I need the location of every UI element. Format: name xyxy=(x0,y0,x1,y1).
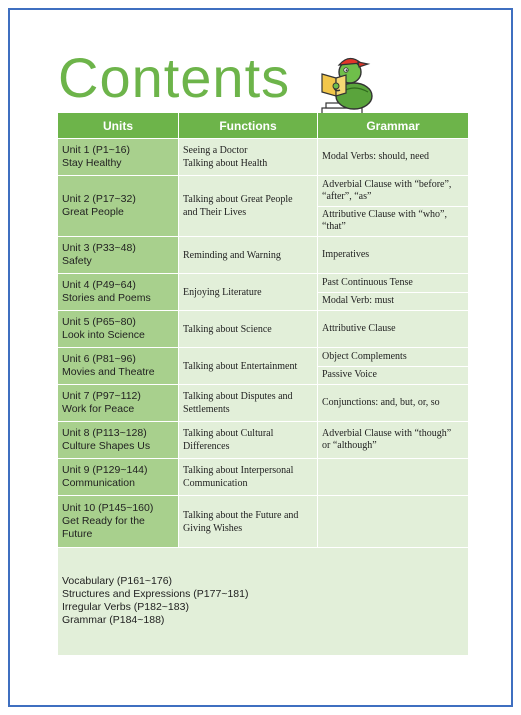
function-cell xyxy=(179,385,318,421)
appendix-item: Irregular Verbs (P182~183) xyxy=(62,601,189,613)
function-cell xyxy=(179,348,318,384)
appendix-item: Vocabulary (P161~176) xyxy=(62,575,173,587)
unit-cell xyxy=(58,274,179,310)
page-title: Contents xyxy=(58,46,291,109)
unit-title: Communication xyxy=(62,477,135,489)
grammar-item: Object Complements xyxy=(322,350,407,362)
function-cell xyxy=(179,274,318,310)
function-line: Differences xyxy=(183,441,230,452)
unit-pages: Unit 10 (P145~160) xyxy=(62,502,154,514)
grammar-cell xyxy=(318,348,468,384)
grammar-item xyxy=(318,459,468,495)
function-line: Talking about the Future and xyxy=(183,509,299,521)
function-line: Giving Wishes xyxy=(183,522,243,534)
grammar-cell xyxy=(318,459,468,495)
appendix-item: Structures and Expressions (P177~181) xyxy=(62,588,249,600)
function-line: Talking about Cultural xyxy=(183,428,274,439)
table-row xyxy=(58,421,468,458)
unit-cell xyxy=(58,496,179,547)
grammar-cell xyxy=(318,496,468,547)
function-cell xyxy=(179,311,318,347)
appendix-item: Grammar (P184~188) xyxy=(62,614,165,626)
function-line: Talking about Entertainment xyxy=(183,360,298,372)
header-grammar: Grammar xyxy=(318,113,468,138)
contents-table xyxy=(58,113,468,655)
unit-cell xyxy=(58,385,179,421)
header-units: Units xyxy=(58,113,179,138)
table-row xyxy=(58,458,468,495)
table-row xyxy=(58,273,468,310)
grammar-item: Adverbial Clause with “though” or “although” xyxy=(322,428,452,451)
function-cell xyxy=(179,422,318,458)
unit-cell xyxy=(58,176,179,236)
grammar-item: Adverbial Clause with “before”, “after”, “as” xyxy=(322,178,452,202)
unit-title: Movies and Theatre xyxy=(62,366,155,378)
unit-pages: Unit 8 (P113~128) xyxy=(62,427,147,439)
function-line: Seeing a Doctor xyxy=(183,145,248,156)
function-line: Enjoying Literature xyxy=(183,286,262,298)
function-line: Talking about Science xyxy=(183,323,272,335)
unit-title: Safety xyxy=(62,255,92,267)
unit-title: Great People xyxy=(62,206,124,218)
table-row xyxy=(58,175,468,236)
grammar-cell xyxy=(318,237,468,273)
grammar-cell xyxy=(318,311,468,347)
grammar-item: Passive Voice xyxy=(318,366,468,385)
unit-pages: Unit 9 (P129~144) xyxy=(62,464,148,476)
function-line: and Their Lives xyxy=(183,207,247,218)
function-cell xyxy=(179,496,318,547)
function-cell xyxy=(179,459,318,495)
grammar-item: Modal Verbs: should, need xyxy=(322,151,430,162)
unit-cell xyxy=(58,348,179,384)
function-line: Talking about Interpersonal xyxy=(183,465,294,476)
function-line: Talking about Great People xyxy=(183,194,293,205)
unit-pages: Unit 6 (P81~96) xyxy=(62,353,136,365)
function-cell xyxy=(179,237,318,273)
grammar-cell xyxy=(318,176,468,236)
page-frame xyxy=(8,8,513,707)
grammar-cell xyxy=(318,385,468,421)
grammar-item: Past Continuous Tense xyxy=(322,276,413,288)
table-header xyxy=(58,113,468,138)
unit-pages: Unit 7 (P97~112) xyxy=(62,390,141,402)
unit-cell xyxy=(58,139,179,175)
grammar-item: Attributive Clause xyxy=(322,323,396,334)
unit-title: Work for Peace xyxy=(62,403,135,415)
table-row xyxy=(58,347,468,384)
appendix-list xyxy=(58,547,468,655)
grammar-item: Conjunctions: and, but, or, so xyxy=(322,397,440,408)
table-row xyxy=(58,384,468,421)
function-line: Talking about Health xyxy=(183,158,268,169)
function-line: Communication xyxy=(183,478,248,489)
unit-pages: Unit 1 (P1~16) xyxy=(62,144,130,156)
table-row xyxy=(58,236,468,273)
function-line: Settlements xyxy=(183,404,230,415)
unit-pages: Unit 5 (P65~80) xyxy=(62,316,136,328)
unit-cell xyxy=(58,237,179,273)
unit-cell xyxy=(58,311,179,347)
unit-pages: Unit 3 (P33~48) xyxy=(62,242,136,254)
unit-title: Stay Healthy xyxy=(62,157,122,169)
unit-title: Culture Shapes Us xyxy=(62,440,151,452)
function-line: Talking about Disputes and xyxy=(183,391,293,402)
unit-cell xyxy=(58,422,179,458)
grammar-item: Attributive Clause with “who”, “that” xyxy=(318,206,468,237)
function-cell xyxy=(179,139,318,175)
grammar-cell xyxy=(318,422,468,458)
unit-title: Get Ready for the xyxy=(62,515,145,527)
table-row xyxy=(58,495,468,547)
unit-title: Stories and Poems xyxy=(62,292,151,304)
table-row xyxy=(58,310,468,347)
grammar-cell xyxy=(318,274,468,310)
grammar-item: Imperatives xyxy=(322,249,370,260)
unit-title: Look into Science xyxy=(62,329,145,341)
unit-cell xyxy=(58,459,179,495)
unit-title: Future xyxy=(62,528,93,540)
table-row xyxy=(58,138,468,175)
function-cell xyxy=(179,176,318,236)
grammar-item xyxy=(318,496,468,547)
unit-pages: Unit 4 (P49~64) xyxy=(62,279,136,291)
function-line: Reminding and Warning xyxy=(183,249,281,261)
grammar-item: Modal Verb: must xyxy=(318,292,468,311)
unit-pages: Unit 2 (P17~32) xyxy=(62,193,136,205)
header-functions: Functions xyxy=(179,113,318,138)
grammar-cell xyxy=(318,139,468,175)
